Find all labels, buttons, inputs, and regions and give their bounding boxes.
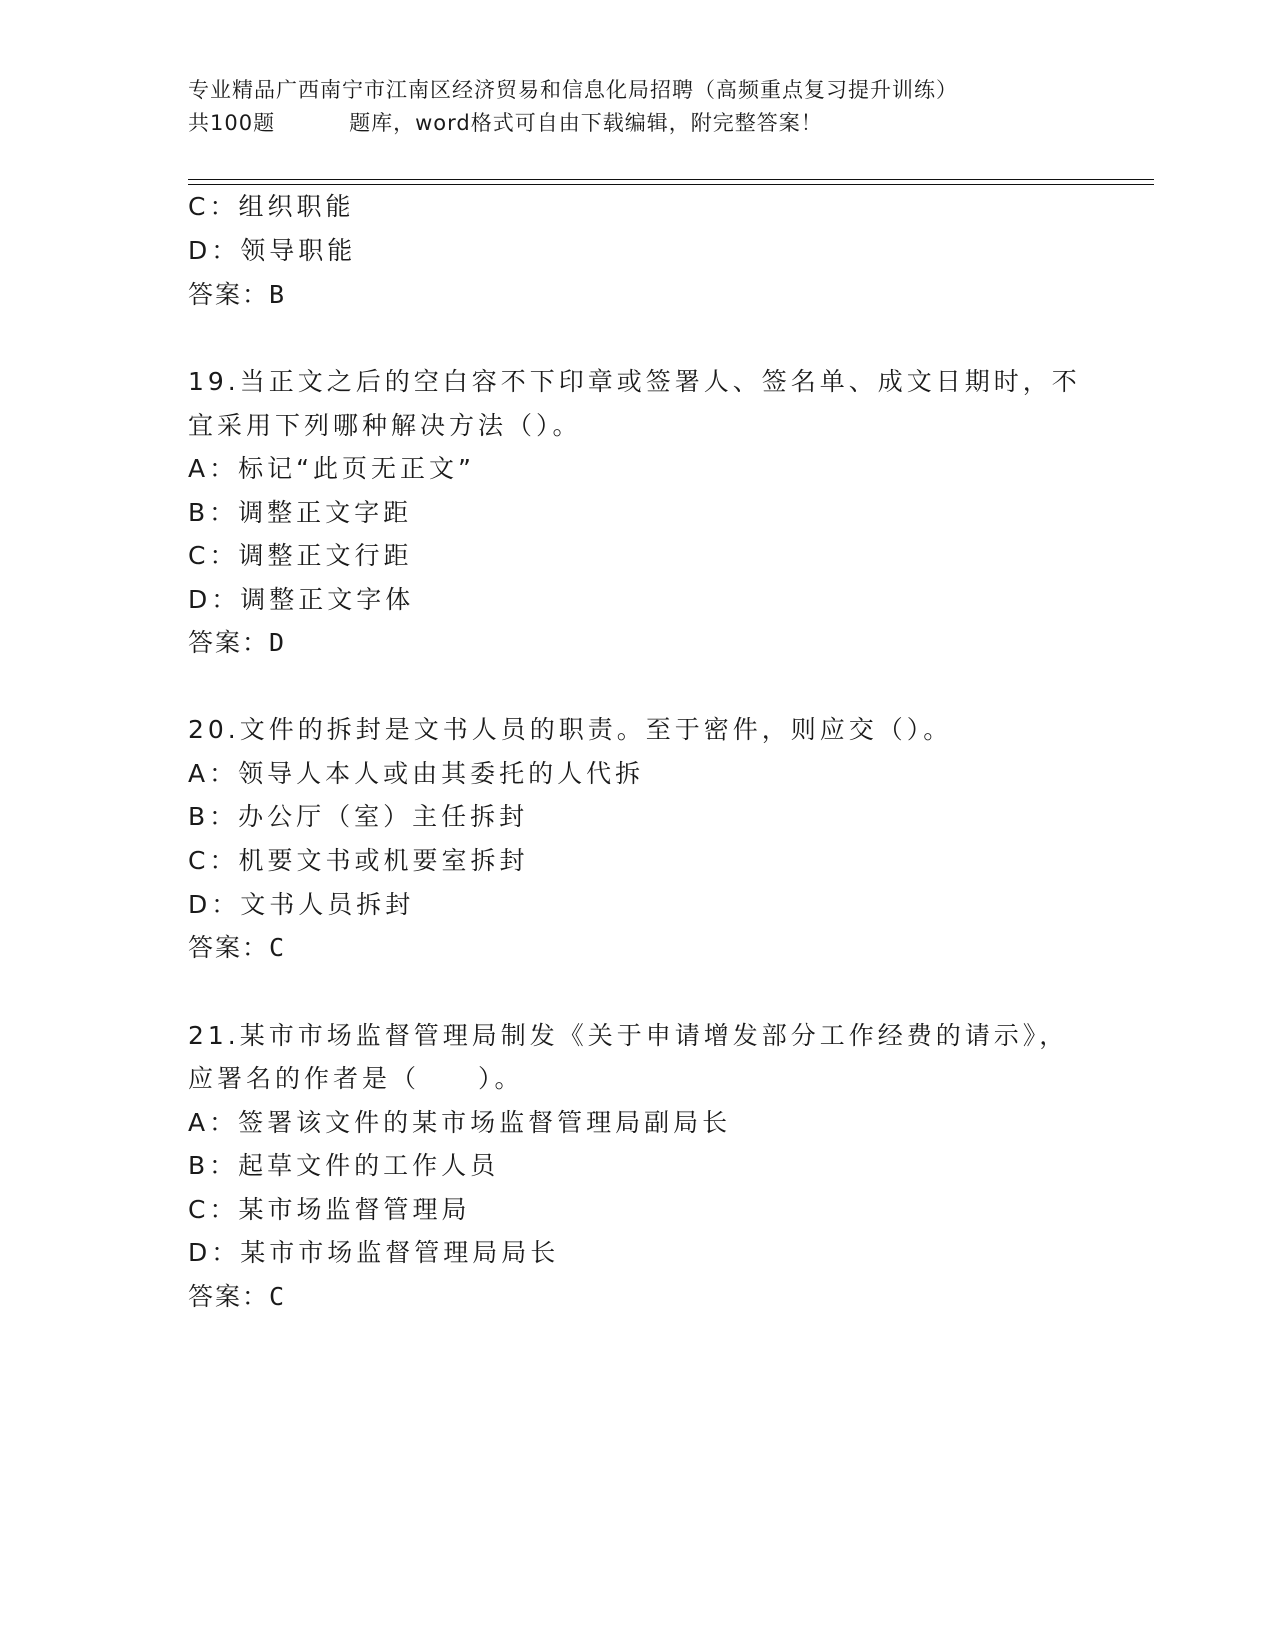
header-description: 题库，word格式可自由下载编辑，附完整答案！ [349, 111, 823, 135]
option-a: A：领导人本人或由其委托的人代拆 [188, 759, 645, 788]
answer-line [188, 1277, 284, 1313]
option-a: A：标记“此页无正文” [188, 454, 476, 483]
option-b: B：调整正文字距 [188, 498, 413, 527]
question-stem-19-cont: 宜采用下列哪种解决方法（）。 [188, 411, 582, 440]
answer-line [188, 928, 284, 964]
answer-label: 答案： [188, 628, 270, 657]
option-c: C：机要文书或机要室拆封 [188, 846, 529, 875]
header-title: 专业精品广西南宁市江南区经济贸易和信息化局招聘（高频重点复习提升训练） [188, 78, 958, 102]
answer-line [188, 275, 284, 311]
option-c: C：调整正文行距 [188, 541, 413, 570]
option-a: A：签署该文件的某市场监督管理局副局长 [188, 1108, 732, 1137]
question-count: 共100题 [188, 111, 276, 135]
question-stem-21-cont: 应署名的作者是（ ）。 [188, 1064, 524, 1093]
answer-value: C [269, 1282, 285, 1311]
option-d: D：文书人员拆封 [188, 890, 415, 919]
question-stem-20: 20.文件的拆封是文书人员的职责。至于密件，则应交（）。 [188, 715, 953, 744]
option-d: D：某市市场监督管理局局长 [188, 1238, 560, 1267]
page-header [188, 74, 1148, 140]
answer-label: 答案： [188, 933, 270, 962]
answer-line [188, 623, 284, 659]
header-subtitle [188, 107, 1148, 140]
answer-label: 答案： [188, 1282, 270, 1311]
question-stem-19: 19.当正文之后的空白容不下印章或签署人、签名单、成文日期时，不 [188, 367, 1081, 396]
option-c: C：某市场监督管理局 [188, 1195, 471, 1224]
option-c: C：组织职能 [188, 192, 355, 221]
answer-value: B [269, 280, 285, 309]
answer-label: 答案： [188, 280, 270, 309]
option-b: B：起草文件的工作人员 [188, 1151, 500, 1180]
header-divider-top [188, 179, 1154, 180]
option-b: B：办公厅（室）主任拆封 [188, 802, 529, 831]
answer-value: D [269, 628, 285, 657]
option-d: D：调整正文字体 [188, 585, 415, 614]
header-divider-bottom [188, 184, 1154, 185]
answer-value: C [269, 933, 285, 962]
option-d: D：领导职能 [188, 236, 357, 265]
question-stem-21: 21.某市市场监督管理局制发《关于申请增发部分工作经费的请示》， [188, 1021, 1069, 1050]
